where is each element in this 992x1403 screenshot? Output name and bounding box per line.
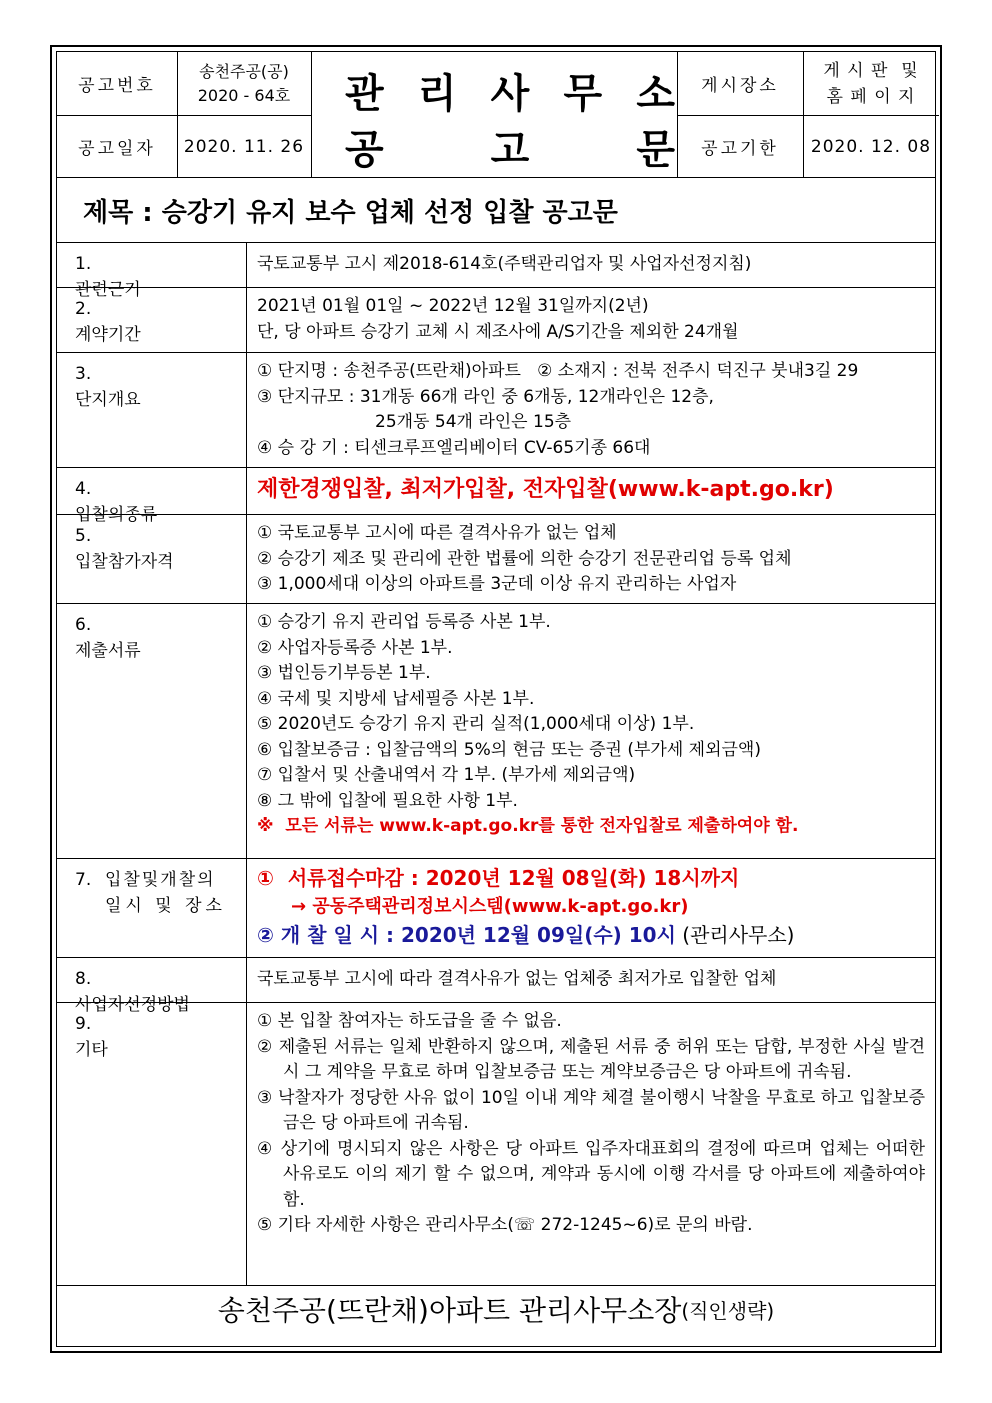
submission-deadline: ① 서류접수마감 : 2020년 12월 08일(화) 18시까지 <box>257 866 740 890</box>
notice-date-label: 공고일자 <box>78 139 156 159</box>
row-label <box>57 288 247 352</box>
row-number: 5. <box>75 526 92 546</box>
content-line: ② 승강기 제조 및 관리에 관한 법률에 의한 승강기 전문관리업 등록 업체 <box>257 548 792 569</box>
row-number: 9. <box>75 1014 92 1034</box>
row-label-text: 입찰의종류 <box>75 505 158 525</box>
row-number: 4. <box>75 479 92 499</box>
row-label-text: 입찰참가자격 <box>75 552 174 572</box>
content-line: ③ 법인등기부등본 1부. <box>257 663 431 683</box>
row-others <box>57 1003 935 1286</box>
signer-name: 송천주공(뜨란채)아파트 관리사무소장 <box>217 1294 682 1327</box>
row-number: 1. <box>75 254 92 274</box>
notice-header <box>57 52 935 178</box>
post-place-line2: 홈 페 이 지 <box>826 86 916 107</box>
row-documents <box>57 604 935 859</box>
row-number: 2. <box>75 299 92 319</box>
row-label-text: 제출서류 <box>75 641 141 661</box>
post-place-label: 게시장소 <box>701 76 779 96</box>
content-line: ③ 낙찰자가 정당한 사유 없이 10일 이내 계약 체결 불이행시 낙찰을 무효로 하고 입찰보증금은 당 아파트에 귀속됨. <box>257 1087 925 1133</box>
row-label-text: 일시 및 장소 <box>105 896 226 916</box>
title-char: 리 <box>417 71 457 117</box>
row-bid-schedule <box>57 859 935 958</box>
content-line: ⑦ 입찰서 및 산출내역서 각 1부. (부가세 제외금액) <box>257 765 636 785</box>
row-number: 6. <box>75 615 92 635</box>
content-line: ⑧ 그 밖에 입찰에 필요한 사항 1부. <box>257 790 518 811</box>
notice-frame <box>56 51 936 1347</box>
title-char: 사 <box>490 71 530 117</box>
row-selection-method <box>57 958 935 1015</box>
title-notice <box>345 118 675 175</box>
row-label <box>57 515 247 603</box>
signature-line <box>57 1272 935 1346</box>
content-line: ⑤ 2020년도 승강기 유지 관리 실적(1,000세대 이상) 1부. <box>257 714 695 734</box>
subject-prefix: 제목 : <box>83 197 162 228</box>
content-line: 국토교통부 고시에 따라 결격사유가 없는 업체중 최저가로 입찰한 업체 <box>257 969 777 989</box>
row-label-text: 사업자선정방법 <box>75 995 190 1015</box>
title-char: 고 <box>490 127 530 173</box>
row-number: 7. <box>75 870 92 890</box>
row-legal-basis <box>57 243 935 300</box>
row-contract-period <box>57 288 935 353</box>
subject-title: 승강기 유지 보수 업체 선정 입찰 공고문 <box>161 197 618 228</box>
row-label <box>57 353 247 467</box>
row-content <box>247 243 935 287</box>
row-content <box>247 859 935 957</box>
content-line: ⑥ 입찰보증금 : 입찰금액의 5%의 현금 또는 증권 (부가세 제외금액) <box>257 739 761 760</box>
content-line: ① 단지명 : 송천주공(뜨란채)아파트 ② 소재지 : 전북 전주시 덕진구 붓내3길 29 <box>257 361 859 381</box>
row-label-text: 기타 <box>75 1040 108 1060</box>
row-content <box>247 1003 935 1285</box>
row-number: 8. <box>75 969 92 989</box>
notice-date-value: 2020. 11. 26 <box>183 136 305 157</box>
row-label-text: 관련근거 <box>75 280 141 300</box>
row-label <box>57 958 247 1015</box>
row-label <box>57 859 247 957</box>
seal-note: (직인생략) <box>681 1298 775 1323</box>
content-line: 2021년 01월 01일 ~ 2022년 12월 31일까지(2년) <box>257 296 649 316</box>
content-line: 25개동 54개 라인은 15층 <box>375 412 572 432</box>
content-line: ④ 승 강 기 : 티센크루프엘리베이터 CV-65기종 66대 <box>257 437 651 458</box>
content-line: ⑤ 기타 자세한 사항은 관리사무소(☏ 272-1245~6)로 문의 바람. <box>257 1215 753 1235</box>
row-content <box>247 288 935 352</box>
row-eligibility <box>57 515 935 604</box>
row-label <box>57 468 247 525</box>
content-line: ④ 국세 및 지방세 납세필증 사본 1부. <box>257 688 535 709</box>
row-content <box>247 468 935 514</box>
row-label-text: 단지개요 <box>75 390 141 410</box>
subject-line <box>57 178 935 243</box>
row-complex-overview <box>57 353 935 468</box>
post-place-line1: 게 시 판 및 <box>823 60 919 81</box>
notice-document <box>50 45 942 1353</box>
title-char: 공 <box>345 127 384 173</box>
opening-datetime: ② 개 찰 일 시 : 2020년 12월 09일(수) 10시 <box>257 923 676 947</box>
notice-no-value <box>177 52 311 115</box>
row-content <box>247 958 935 1002</box>
opening-place: (관리사무소) <box>675 923 795 947</box>
row-label <box>57 1003 247 1285</box>
deadline-value: 2020. 12. 08 <box>810 136 932 157</box>
content-line: ③ 단지규모 : 31개동 66개 라인 중 6개동, 12개라인은 12층, <box>257 386 714 407</box>
title-char: 문 <box>636 127 675 173</box>
content-line: ① 국토교통부 고시에 따른 결격사유가 없는 업체 <box>257 523 617 543</box>
row-bid-type <box>57 468 935 525</box>
title-char: 소 <box>636 71 675 117</box>
row-content <box>247 515 935 603</box>
submission-system: → 공동주택관리정보시스템(www.k-apt.go.kr) <box>291 896 689 917</box>
notice-no-line1: 송천주공(공) <box>199 61 289 81</box>
row-label <box>57 243 247 300</box>
content-line: ② 사업자등록증 사본 1부. <box>257 637 453 658</box>
row-label <box>57 604 247 858</box>
title-char: 관 <box>345 71 384 117</box>
row-number: 3. <box>75 364 92 384</box>
post-place-value <box>803 52 939 115</box>
documents-note: ※ 모든 서류는 www.k-apt.go.kr를 통한 전자입찰로 제출하여야 함. <box>257 816 799 836</box>
content-line: ① 본 입찰 참여자는 하도급을 줄 수 없음. <box>257 1011 562 1031</box>
content-line: ④ 상기에 명시되지 않은 사항은 당 아파트 입주자대표회의 결정에 따르며 업체는 어떠한 사유로도 이의 제기 할 수 없으며, 계약과 동시에 이행 각서를 당 아파트에 제출하여야 함. <box>257 1138 925 1210</box>
content-line: ③ 1,000세대 이상의 아파트를 3군데 이상 유지 관리하는 사업자 <box>257 574 737 594</box>
notice-no-label: 공고번호 <box>78 76 156 96</box>
deadline-label: 공고기한 <box>701 139 779 159</box>
bid-type-highlight: 제한경쟁입찰, 최저가입찰, 전자입찰(www.k-apt.go.kr) <box>257 477 834 502</box>
content-line: ② 제출된 서류는 일체 반환하지 않으며, 제출된 서류 중 허위 또는 담합, 부정한 사실 발견 시 그 계약을 무효로 하며 입찰보증금 또는 계약보증금은 당 아파트에 귀속됨. <box>257 1036 925 1082</box>
content-line: 국토교통부 고시 제2018-614호(주택관리업자 및 사업자선정지침) <box>257 254 752 274</box>
title-management-office <box>345 62 675 119</box>
row-content <box>247 604 935 858</box>
notice-no-line2: 2020 - 64호 <box>197 85 291 105</box>
row-content <box>247 353 935 467</box>
content-line: 단, 당 아파트 승강기 교체 시 제조사에 A/S기간을 제외한 24개월 <box>257 321 739 342</box>
row-label-text: 계약기간 <box>75 325 141 345</box>
row-label-text: 입찰및개찰의 <box>105 870 216 890</box>
content-line: ① 승강기 유지 관리업 등록증 사본 1부. <box>257 612 551 632</box>
title-char: 무 <box>563 71 603 117</box>
